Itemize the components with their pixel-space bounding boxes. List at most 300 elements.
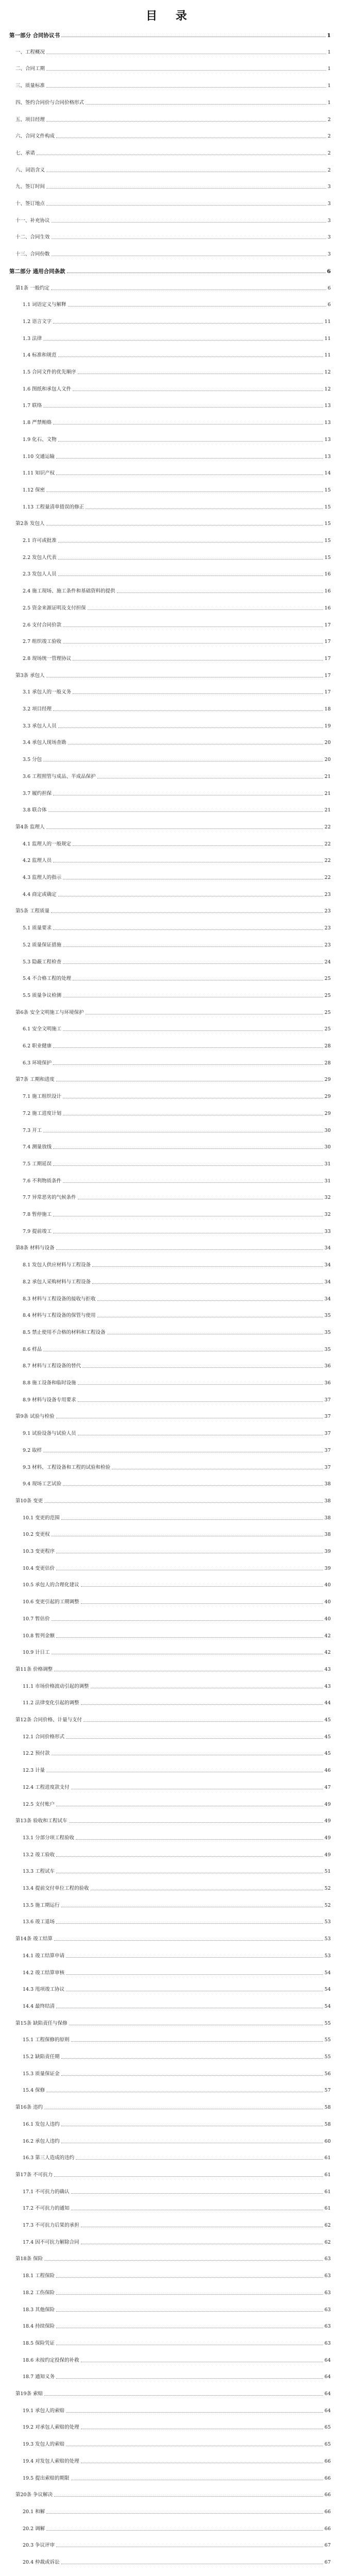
toc-section-entry[interactable] (23, 2405, 331, 2414)
toc-entry-label: 九、签订时间 (15, 184, 45, 190)
toc-entry-page: 38 (324, 1481, 331, 1487)
toc-entry-page: 52 (324, 1886, 331, 1891)
toc-entry-label: 3.7 履约担保 (23, 790, 52, 796)
toc-entry-label: 第一部分 合同协议书 (9, 32, 60, 39)
toc-section-entry[interactable] (23, 299, 331, 308)
toc-leader-dots (56, 1637, 323, 1638)
toc-leader-dots (56, 1249, 323, 1250)
toc-entry-page: 58 (324, 2121, 331, 2127)
toc-section-entry[interactable] (23, 1108, 331, 1117)
toc-section-entry[interactable] (23, 1294, 331, 1302)
toc-section-entry[interactable] (23, 1951, 331, 1959)
toc-chapter-entry[interactable] (15, 822, 331, 831)
toc-part-entry[interactable] (9, 266, 331, 275)
toc-section-entry[interactable] (23, 1024, 331, 1032)
toc-entry-label: 10.6 变更引起的工期调整 (23, 1599, 79, 1605)
toc-section-entry[interactable] (23, 771, 331, 780)
toc-section-entry[interactable] (23, 721, 331, 730)
toc-entry-page: 66 (324, 2509, 331, 2515)
toc-section-entry[interactable] (23, 1058, 331, 1066)
toc-entry-page: 24 (324, 959, 331, 965)
toc-section-entry[interactable] (23, 636, 331, 645)
toc-section-entry[interactable] (23, 1513, 331, 1521)
toc-entry-page: 34 (324, 1262, 331, 1268)
toc-section-entry[interactable] (23, 1209, 331, 1218)
toc-entry-page: 45 (324, 1751, 331, 1757)
toc-leader-dots (58, 441, 323, 442)
toc-chapter-entry[interactable] (15, 1715, 331, 1723)
toc-entry-label: 9.3 材料、工程设备和工程的试验和检验 (23, 1464, 111, 1470)
toc-chapter-entry[interactable] (15, 1816, 331, 1824)
toc-entry-label: 8.3 材料与工程设备的接收与拒收 (23, 1296, 96, 1302)
toc-entry-label: 3.2 项目经理 (23, 706, 52, 712)
toc-entry-page: 61 (324, 2206, 331, 2212)
toc-section-entry[interactable] (23, 1445, 331, 1454)
toc-section-entry[interactable] (23, 1647, 331, 1656)
toc-chapter-entry[interactable] (15, 283, 331, 292)
toc-section-entry[interactable] (23, 2371, 331, 2380)
toc-section-entry[interactable] (23, 1698, 331, 1706)
toc-entry-label: 13.5 施工期运行 (23, 1902, 60, 1908)
toc-section-entry[interactable] (23, 1344, 331, 1353)
toc-section-entry[interactable] (23, 2422, 331, 2431)
toc-section-entry[interactable] (23, 1984, 331, 1993)
toc-entry-label: 16.3 第三人造成的违约 (23, 2155, 75, 2161)
toc-leader-dots (82, 1367, 323, 1368)
toc-entry-page: 2 (327, 150, 331, 156)
toc-section-entry[interactable] (23, 569, 331, 578)
toc-section-entry[interactable] (23, 754, 331, 763)
toc-section-entry[interactable] (23, 653, 331, 662)
toc-entry-page: 66 (324, 2526, 331, 2532)
toc-section-entry[interactable] (23, 1361, 331, 1369)
toc-section-entry[interactable] (23, 1395, 331, 1403)
toc-entry-label: 14.4 最终结清 (23, 2003, 55, 2009)
toc-section-entry[interactable] (23, 2523, 331, 2532)
toc-leader-dots (53, 1148, 323, 1149)
toc-entry-page: 61 (324, 2172, 331, 2178)
toc-entry-page: 64 (324, 2374, 331, 2380)
toc-entry-label: 15.1 工程保修的原则 (23, 2037, 70, 2043)
toc-section-entry[interactable] (23, 2001, 331, 2010)
toc-entry-label: 5.1 质量要求 (23, 925, 52, 931)
toc-chapter-entry[interactable] (15, 518, 331, 527)
toc-entry-label: 13.4 提前交付单位工程的验收 (23, 1886, 89, 1891)
toc-entry-label: 十、签订地点 (15, 201, 45, 207)
toc-leader-dots (46, 2513, 323, 2514)
toc-chapter-entry[interactable] (15, 249, 331, 258)
toc-entry-page: 55 (324, 2054, 331, 2060)
toc-entry-label: 五、项目经理 (15, 116, 45, 123)
toc-entry-page: 31 (324, 1178, 331, 1184)
toc-chapter-entry[interactable] (15, 2170, 331, 2178)
toc-section-entry[interactable] (23, 2085, 331, 2094)
toc-section-entry[interactable] (23, 1479, 331, 1487)
toc-section-entry[interactable] (23, 2270, 331, 2279)
toc-entry-label: 5.5 质量争议检测 (23, 992, 62, 998)
toc-section-entry[interactable] (23, 973, 331, 982)
toc-entry-label: 1.1 词语定义与解释 (23, 302, 66, 308)
toc-section-entry[interactable] (23, 1597, 331, 1605)
toc-section-entry[interactable] (23, 889, 331, 898)
toc-chapter-entry[interactable] (15, 1496, 331, 1504)
toc-chapter-entry[interactable] (15, 1074, 331, 1083)
toc-chapter-entry[interactable] (15, 114, 331, 123)
toc-entry-label: 8.8 施工设备和临时设施 (23, 1380, 76, 1386)
toc-entry-page: 49 (324, 1801, 331, 1807)
toc-entry-page: 62 (324, 2239, 331, 2245)
toc-section-entry[interactable] (23, 1631, 331, 1639)
toc-section-entry[interactable] (23, 1327, 331, 1336)
toc-leader-dots (61, 2058, 323, 2059)
toc-leader-dots (52, 222, 326, 223)
toc-entry-label: 2.8 现场统一管理协议 (23, 655, 72, 662)
toc-leader-dots (44, 2395, 323, 2396)
toc-section-entry[interactable] (23, 1462, 331, 1471)
toc-section-entry[interactable] (23, 2304, 331, 2313)
toc-entry-label: 7.4 测量放线 (23, 1144, 52, 1150)
toc-entry-page: 29 (324, 1077, 331, 1083)
toc-entry-page: 25 (324, 976, 331, 982)
toc-leader-dots (76, 1839, 323, 1840)
toc-entry-label: 1.8 严禁贿赂 (23, 420, 52, 426)
toc-section-entry[interactable] (23, 788, 331, 797)
toc-entry-page: 15 (324, 504, 331, 510)
toc-entry-label: 1.12 保密 (23, 487, 45, 493)
toc-entry-page: 28 (324, 1060, 331, 1066)
toc-section-entry[interactable] (23, 1833, 331, 1841)
toc-section-entry[interactable] (23, 704, 331, 713)
toc-section-entry[interactable] (23, 333, 331, 342)
toc-leader-dots (71, 2041, 323, 2042)
toc-entry-label: 2.5 资金来源证明及支付担保 (23, 605, 86, 611)
toc-entry-label: 8.5 禁止使用不合格的材料和工程设备 (23, 1329, 106, 1335)
toc-entry-label: 18.5 保险凭证 (23, 2340, 55, 2346)
toc-entry-label: 17.3 不可抗力后果的承担 (23, 2223, 79, 2228)
toc-leader-dots (73, 845, 323, 846)
toc-section-entry[interactable] (23, 1546, 331, 1555)
toc-entry-label: 十二、合同生效 (15, 234, 50, 241)
toc-section-entry[interactable] (23, 1041, 331, 1049)
toc-chapter-entry[interactable] (15, 1243, 331, 1251)
toc-entry-label: 9.1 试验设备与试验人员 (23, 1431, 76, 1437)
toc-entry-page: 55 (324, 2037, 331, 2043)
toc-entry-page: 39 (324, 1549, 331, 1554)
toc-entry-label: 10.4 变更估价 (23, 1565, 55, 1571)
toc-chapter-entry[interactable] (15, 1007, 331, 1016)
toc-section-entry[interactable] (23, 552, 331, 561)
toc-section-entry[interactable] (23, 2035, 331, 2043)
toc-section-entry[interactable] (23, 2237, 331, 2246)
toc-part-entry[interactable] (9, 30, 331, 39)
toc-chapter-entry[interactable] (15, 1664, 331, 1673)
toc-entry-label: 第二部分 通用合同条款 (9, 268, 65, 275)
toc-entry-page: 13 (324, 403, 331, 409)
toc-section-entry[interactable] (23, 2119, 331, 2128)
toc-entry-label: 12.5 支付账户 (23, 1801, 55, 1807)
toc-section-entry[interactable] (23, 1260, 331, 1268)
toc-entry-label: 13.6 竣工退场 (23, 1919, 55, 1925)
toc-entry-page: 20 (324, 757, 331, 763)
toc-section-entry[interactable] (23, 1580, 331, 1588)
toc-entry-page: 38 (324, 1532, 331, 1538)
toc-entry-label: 6.1 安全文明施工 (23, 1026, 62, 1032)
toc-entry-label: 三、质量标准 (15, 83, 45, 89)
toc-entry-label: 8.9 材料与设备专用要求 (23, 1397, 76, 1403)
toc-section-entry[interactable] (23, 1428, 331, 1437)
toc-entry-page: 36 (324, 1380, 331, 1386)
toc-chapter-entry[interactable] (15, 670, 331, 679)
toc-section-entry[interactable] (23, 400, 331, 409)
toc-entry-page: 23 (324, 908, 331, 914)
toc-section-entry[interactable] (23, 2220, 331, 2229)
toc-entry-page: 21 (324, 807, 331, 814)
toc-entry-label: 16.1 发包人违约 (23, 2121, 60, 2127)
toc-leader-dots (56, 2311, 323, 2312)
toc-leader-dots (43, 340, 323, 341)
toc-leader-dots (53, 424, 323, 425)
toc-entry-page: 47 (324, 1784, 331, 1790)
toc-entry-page: 15 (324, 521, 331, 527)
toc-section-entry[interactable] (23, 586, 331, 595)
toc-section-entry[interactable] (23, 367, 331, 376)
toc-section-entry[interactable] (23, 2540, 331, 2549)
toc-section-entry[interactable] (23, 451, 331, 460)
toc-entry-page: 65 (324, 2442, 331, 2448)
toc-section-entry[interactable] (23, 2136, 331, 2145)
toc-section-entry[interactable] (23, 1159, 331, 1167)
toc-entry-label: 4.4 商定或确定 (23, 891, 57, 897)
toc-section-entry[interactable] (23, 316, 331, 325)
toc-section-entry[interactable] (23, 1277, 331, 1285)
toc-leader-dots (46, 205, 326, 206)
toc-entry-page: 45 (324, 1717, 331, 1723)
toc-section-entry[interactable] (23, 923, 331, 931)
toc-entry-page: 42 (324, 1633, 331, 1639)
toc-entry-page: 11 (324, 318, 331, 325)
toc-entry-label: 1.3 法律 (23, 335, 42, 342)
toc-section-entry[interactable] (23, 737, 331, 746)
toc-entry-page: 37 (324, 1431, 331, 1437)
toc-section-entry[interactable] (23, 1310, 331, 1319)
toc-section-entry[interactable] (23, 384, 331, 393)
toc-section-entry[interactable] (23, 468, 331, 477)
toc-section-entry[interactable] (23, 855, 331, 864)
toc-section-entry[interactable] (23, 1529, 331, 1538)
toc-section-entry[interactable] (23, 1748, 331, 1757)
toc-entry-page: 34 (324, 1296, 331, 1302)
toc-entry-label: 2.1 许可或批准 (23, 538, 57, 544)
toc-section-entry[interactable] (23, 603, 331, 612)
toc-leader-dots (56, 2277, 323, 2278)
toc-entry-label: 8.6 样品 (23, 1346, 42, 1352)
toc-entry-page: 66 (324, 2475, 331, 2481)
toc-entry-label: 10.3 变更程序 (23, 1549, 55, 1554)
toc-section-entry[interactable] (23, 2153, 331, 2161)
toc-entry-page: 54 (324, 1987, 331, 1993)
toc-chapter-entry[interactable] (15, 80, 331, 89)
toc-entry-page: 63 (324, 2290, 331, 2296)
toc-entry-page: 21 (324, 773, 331, 779)
toc-section-entry[interactable] (23, 1681, 331, 1690)
toc-leader-dots (46, 70, 326, 71)
toc-entry-label: 11.2 法律变化引起的调整 (23, 1700, 79, 1706)
toc-entry-label: 第5条 工程质量 (15, 908, 50, 914)
toc-section-entry[interactable] (23, 2439, 331, 2448)
toc-section-entry[interactable] (23, 1968, 331, 1976)
toc-leader-dots (53, 323, 323, 324)
toc-chapter-entry[interactable] (15, 165, 331, 174)
toc-entry-label: 18.2 工伤保险 (23, 2290, 55, 2296)
toc-section-entry[interactable] (23, 2456, 331, 2465)
toc-entry-page: 6 (327, 268, 331, 275)
toc-section-entry[interactable] (23, 1765, 331, 1774)
toc-entry-page: 23 (324, 925, 331, 931)
toc-entry-page: 12 (324, 369, 331, 375)
toc-chapter-entry[interactable] (15, 47, 331, 56)
toc-section-entry[interactable] (23, 535, 331, 544)
toc-section-entry[interactable] (23, 2338, 331, 2347)
toc-entry-label: 六、合同文件构成 (15, 133, 55, 140)
toc-section-entry[interactable] (23, 805, 331, 814)
toc-section-entry[interactable] (23, 1782, 331, 1791)
toc-entry-page: 17 (324, 689, 331, 696)
toc-entry-page: 28 (324, 1043, 331, 1049)
toc-chapter-entry[interactable] (15, 232, 331, 241)
toc-leader-dots (53, 1064, 323, 1065)
toc-section-entry[interactable] (23, 1192, 331, 1201)
toc-section-entry[interactable] (23, 2473, 331, 2482)
toc-section-entry[interactable] (23, 2069, 331, 2077)
toc-leader-dots (58, 542, 323, 543)
toc-leader-dots (68, 306, 326, 307)
toc-section-entry[interactable] (23, 1799, 331, 1808)
toc-chapter-entry[interactable] (15, 198, 331, 207)
toc-section-entry[interactable] (23, 1917, 331, 1925)
toc-section-entry[interactable] (23, 2187, 331, 2195)
toc-entry-page: 43 (324, 1666, 331, 1672)
toc-section-entry[interactable] (23, 2287, 331, 2296)
toc-entry-label: 19.1 承包人的索赔 (23, 2408, 65, 2414)
toc-entry-page: 3 (327, 251, 331, 258)
toc-section-entry[interactable] (23, 990, 331, 999)
toc-section-entry[interactable] (23, 2052, 331, 2060)
toc-section-entry[interactable] (23, 2321, 331, 2330)
toc-chapter-entry[interactable] (15, 2102, 331, 2111)
toc-chapter-entry[interactable] (15, 2489, 331, 2498)
toc-section-entry[interactable] (23, 350, 331, 359)
toc-entry-page: 2 (327, 116, 331, 123)
toc-entry-page: 34 (324, 1279, 331, 1285)
toc-section-entry[interactable] (23, 2355, 331, 2364)
toc-entry-page: 30 (324, 1144, 331, 1150)
toc-entry-label: 1.5 合同文件的优先顺序 (23, 369, 76, 375)
toc-entry-page: 1 (327, 32, 331, 39)
toc-chapter-entry[interactable] (15, 2253, 331, 2262)
toc-section-entry[interactable] (23, 1378, 331, 1386)
toc-entry-label: 第15条 缺陷责任与保修 (15, 2020, 67, 2026)
toc-section-entry[interactable] (23, 957, 331, 965)
toc-section-entry[interactable] (23, 485, 331, 494)
page-title: 目 录 (146, 9, 194, 23)
toc-chapter-entry[interactable] (15, 181, 331, 190)
toc-entry-page: 54 (324, 1970, 331, 1976)
toc-entry-page: 40 (324, 1616, 331, 1622)
toc-section-entry[interactable] (23, 417, 331, 426)
toc-entry-page: 37 (324, 1397, 331, 1403)
toc-chapter-entry[interactable] (15, 131, 331, 140)
toc-section-entry[interactable] (23, 872, 331, 881)
toc-section-entry[interactable] (23, 2574, 331, 2576)
toc-section-entry[interactable] (23, 1176, 331, 1184)
toc-entry-page: 11 (324, 352, 331, 359)
toc-entry-page: 53 (324, 1919, 331, 1925)
toc-section-entry[interactable] (23, 620, 331, 629)
toc-section-entry[interactable] (23, 687, 331, 696)
toc-leader-dots (46, 121, 326, 122)
toc-chapter-entry[interactable] (15, 906, 331, 914)
toc-leader-dots (81, 1603, 323, 1604)
toc-entry-label: 17.1 不可抗力的确认 (23, 2189, 70, 2195)
toc-entry-page: 3 (327, 217, 331, 224)
toc-chapter-entry[interactable] (15, 2018, 331, 2027)
toc-leader-dots (66, 1974, 323, 1975)
toc-chapter-entry[interactable] (15, 97, 331, 106)
toc-chapter-entry[interactable] (15, 2388, 331, 2397)
toc-leader-dots (63, 946, 323, 947)
toc-entry-label: 15.4 保修 (23, 2088, 45, 2094)
toc-section-entry[interactable] (23, 2203, 331, 2212)
toc-section-entry[interactable] (23, 1614, 331, 1622)
toc-entry-label: 20.4 仲裁或诉讼 (23, 2560, 60, 2565)
toc-leader-dots (58, 727, 323, 728)
toc-leader-dots (66, 1738, 323, 1739)
toc-section-entry[interactable] (23, 434, 331, 443)
toc-entry-label: 5.3 隐蔽工程检查 (23, 959, 62, 965)
toc-chapter-entry[interactable] (15, 148, 331, 157)
toc-section-entry[interactable] (23, 2557, 331, 2566)
toc-chapter-entry[interactable] (15, 63, 331, 72)
toc-section-entry[interactable] (23, 839, 331, 848)
toc-section-entry[interactable] (23, 1226, 331, 1235)
toc-section-entry[interactable] (23, 2506, 331, 2515)
toc-section-entry[interactable] (23, 1900, 331, 1909)
toc-section-entry[interactable] (23, 1883, 331, 1892)
toc-section-entry[interactable] (23, 1732, 331, 1740)
toc-entry-page: 25 (324, 1026, 331, 1032)
toc-entry-label: 3.3 承包人人员 (23, 723, 57, 729)
toc-leader-dots (46, 2530, 323, 2531)
toc-section-entry[interactable] (23, 1091, 331, 1100)
toc-section-entry[interactable] (23, 1563, 331, 1572)
toc-entry-label: 6.2 职业健康 (23, 1043, 52, 1049)
toc-leader-dots (43, 407, 323, 408)
toc-section-entry[interactable] (23, 940, 331, 948)
toc-entry-page: 63 (324, 2324, 331, 2330)
toc-chapter-entry[interactable] (15, 1411, 331, 1420)
toc-chapter-entry[interactable] (15, 1934, 331, 1942)
toc-section-entry[interactable] (23, 1850, 331, 1858)
toc-entry-page: 40 (324, 1599, 331, 1605)
toc-entry-page: 16 (324, 571, 331, 578)
toc-chapter-entry[interactable] (15, 215, 331, 224)
toc-entry-page: 17 (324, 672, 331, 679)
toc-section-entry[interactable] (23, 1142, 331, 1150)
toc-section-entry[interactable] (23, 1866, 331, 1875)
toc-section-entry[interactable] (23, 1125, 331, 1134)
toc-entry-page: 57 (324, 2088, 331, 2094)
toc-section-entry[interactable] (23, 502, 331, 511)
